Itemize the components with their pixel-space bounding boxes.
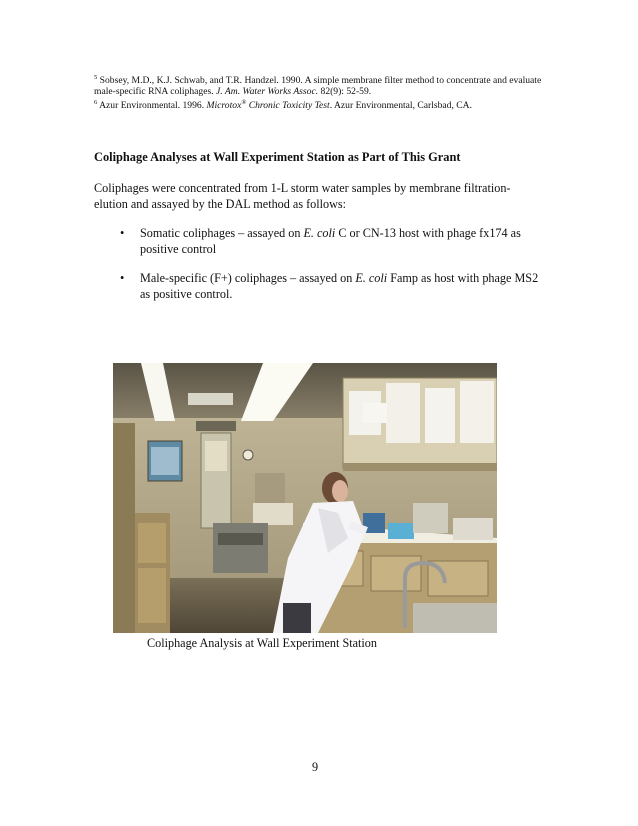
organism-name: E. coli xyxy=(303,226,336,240)
footnote-product: Microtox xyxy=(206,100,242,111)
registered-mark: ® xyxy=(241,99,247,106)
footnote-title: Chronic Toxicity Test xyxy=(248,100,330,111)
figure-caption: Coliphage Analysis at Wall Experiment Station xyxy=(147,636,377,650)
page-number: 9 xyxy=(312,760,319,774)
list-item-text: Somatic coliphages – assayed on E. coli C or CN-13 host with phage fx174 as positive control xyxy=(140,226,521,256)
footnote-text: Sobsey, M.D., K.J. Schwab, and T.R. Handzel. 1990. A simple membrane filter method to concentrate and evaluate male-specific RNA coliphages. xyxy=(94,75,542,97)
lab-photo xyxy=(113,363,497,633)
footnote-text: Azur Environmental. 1996. xyxy=(99,100,205,111)
footnote-6 xyxy=(94,97,554,111)
footnote-number: 5 xyxy=(94,74,98,81)
footnote-text: 82(9): 52-59. xyxy=(320,86,372,97)
bullet-icon: • xyxy=(120,226,125,240)
body-paragraph: Coliphages were concentrated from 1-L storm water samples by membrane filtration-elution and assayed by the DAL method as follows: xyxy=(94,181,511,211)
organism-name: E. coli xyxy=(355,271,388,285)
footnote-text: . Azur Environmental, Carlsbad, CA. xyxy=(329,100,472,111)
section-heading: Coliphage Analyses at Wall Experiment Station as Part of This Grant xyxy=(94,150,461,164)
footnote-5 xyxy=(94,72,554,97)
bullet-icon: • xyxy=(120,271,125,285)
lab-photo-illustration xyxy=(113,363,497,633)
footnote-number: 6 xyxy=(94,99,98,106)
footnote-journal: J. Am. Water Works Assoc. xyxy=(216,86,319,97)
list-item-text: Male-specific (F+) coliphages – assayed on E. coli Famp as host with phage MS2 as positive control. xyxy=(140,271,539,301)
